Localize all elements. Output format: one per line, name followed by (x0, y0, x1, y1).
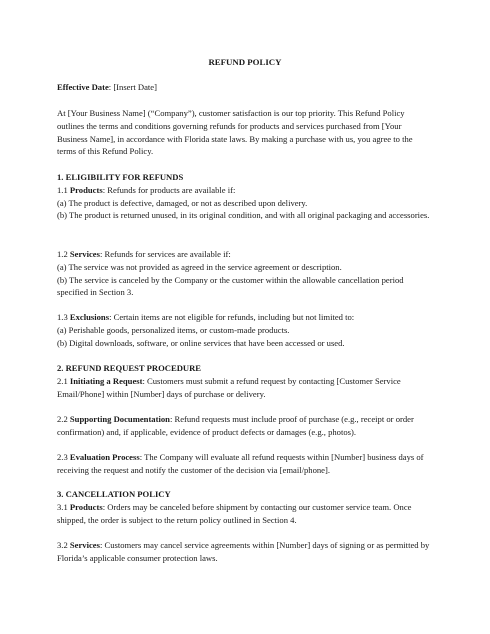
clause-1-1 (57, 184, 435, 197)
clause-1-3 (57, 311, 435, 324)
clause-text: : Orders may be canceled before shipment by contacting our customer service team. Once shipped, the order is subject to the return policy outlined in Section 4. (57, 501, 412, 525)
section-2 (57, 362, 435, 400)
clause-text: : Refund requests must include proof of purchase (e.g., receipt or order confirmation) and, if applicable, evidence of product defects or damages (e.g., photos). (57, 414, 414, 437)
clause-number: 3.2 (57, 540, 70, 550)
document-title: REFUND POLICY (208, 57, 282, 67)
clause-3-2 (57, 539, 435, 565)
clause-1-3-block (57, 311, 435, 349)
section-2-heading: 2. REFUND REQUEST PROCEDURE (57, 363, 202, 373)
clause-2-2-block (57, 413, 435, 439)
clause-1-2-b: (b) The service is canceled by the Company or the customer within the allowable cancellation period specified in Section 3. (57, 274, 404, 298)
clause-label: Products (69, 501, 103, 512)
clause-text: : Refunds for products are available if: (102, 184, 236, 195)
clause-text: : The Company will evaluate all refund requests within [Number] business days of receiving the request and notify the customer of the decision via [email/phone]. (57, 452, 424, 475)
clause-number: 2.1 (57, 375, 70, 386)
effective-date-value: : [Insert Date] (108, 82, 157, 92)
clause-3-1 (57, 501, 435, 527)
clause-label: Supporting Documentation (69, 414, 170, 424)
clause-1-2 (57, 248, 435, 261)
clause-number: 1.2 (57, 249, 70, 259)
clause-text: : Customers may cancel service agreements within [Number] days of signing or as permitted by Florida’s applicable consumer protection laws. (57, 540, 430, 563)
clause-1-1-b: (b) The product is returned unused, in its original condition, and with all original packaging and accessories. (57, 210, 430, 221)
clause-text: : Customers must submit a refund request by contacting [Customer Service Email/Phone] within [Number] days of purchase or delivery. (57, 375, 401, 399)
section-3 (57, 488, 435, 526)
intro-paragraph: At [Your Business Name] (“Company”), customer satisfaction is our top priority. This Refund Policy outlines the terms and conditions governing refunds for products and services purchased from [Your Business Name], in accordance with Florida state laws. By making a purchase with us, you agree to the terms of this Refund Policy. (57, 108, 413, 157)
clause-number: 1.3 (57, 312, 70, 322)
clause-number: 2.3 (57, 452, 70, 462)
clause-label: Services (69, 540, 100, 550)
clause-1-2-a: (a) The service was not provided as agreed in the service agreement or description. (57, 261, 342, 272)
effective-date-label: Effective Date (57, 82, 109, 92)
section-1 (57, 171, 435, 222)
clause-2-2 (57, 413, 435, 439)
section-3-heading: 3. CANCELLATION POLICY (57, 489, 171, 499)
clause-3-2-block (57, 539, 435, 565)
clause-1-3-b: (b) Digital downloads, software, or online services that have been accessed or used. (57, 337, 345, 348)
section-1-heading: 1. ELIGIBILITY FOR REFUNDS (57, 172, 184, 182)
clause-number: 2.2 (57, 414, 70, 424)
clause-label: Exclusions (69, 312, 110, 322)
clause-1-1-a: (a) The product is defective, damaged, or not as described upon delivery. (57, 197, 308, 208)
clause-label: Initiating a Request (69, 375, 143, 386)
clause-2-3 (57, 451, 435, 477)
clause-number: 1.1 (57, 184, 70, 195)
clause-2-1 (57, 375, 435, 401)
clause-1-2-block (57, 248, 435, 299)
clause-label: Services (69, 249, 100, 259)
clause-label: Products (69, 184, 103, 195)
clause-text: : Certain items are not eligible for refunds, including but not limited to: (109, 312, 355, 322)
effective-date (57, 81, 157, 94)
clause-number: 3.1 (57, 501, 70, 512)
clause-2-3-block (57, 451, 435, 477)
clause-label: Evaluation Process (69, 452, 140, 462)
clause-1-3-a: (a) Perishable goods, personalized items, or custom-made products. (57, 324, 290, 335)
clause-text: : Refunds for services are available if: (99, 249, 231, 259)
